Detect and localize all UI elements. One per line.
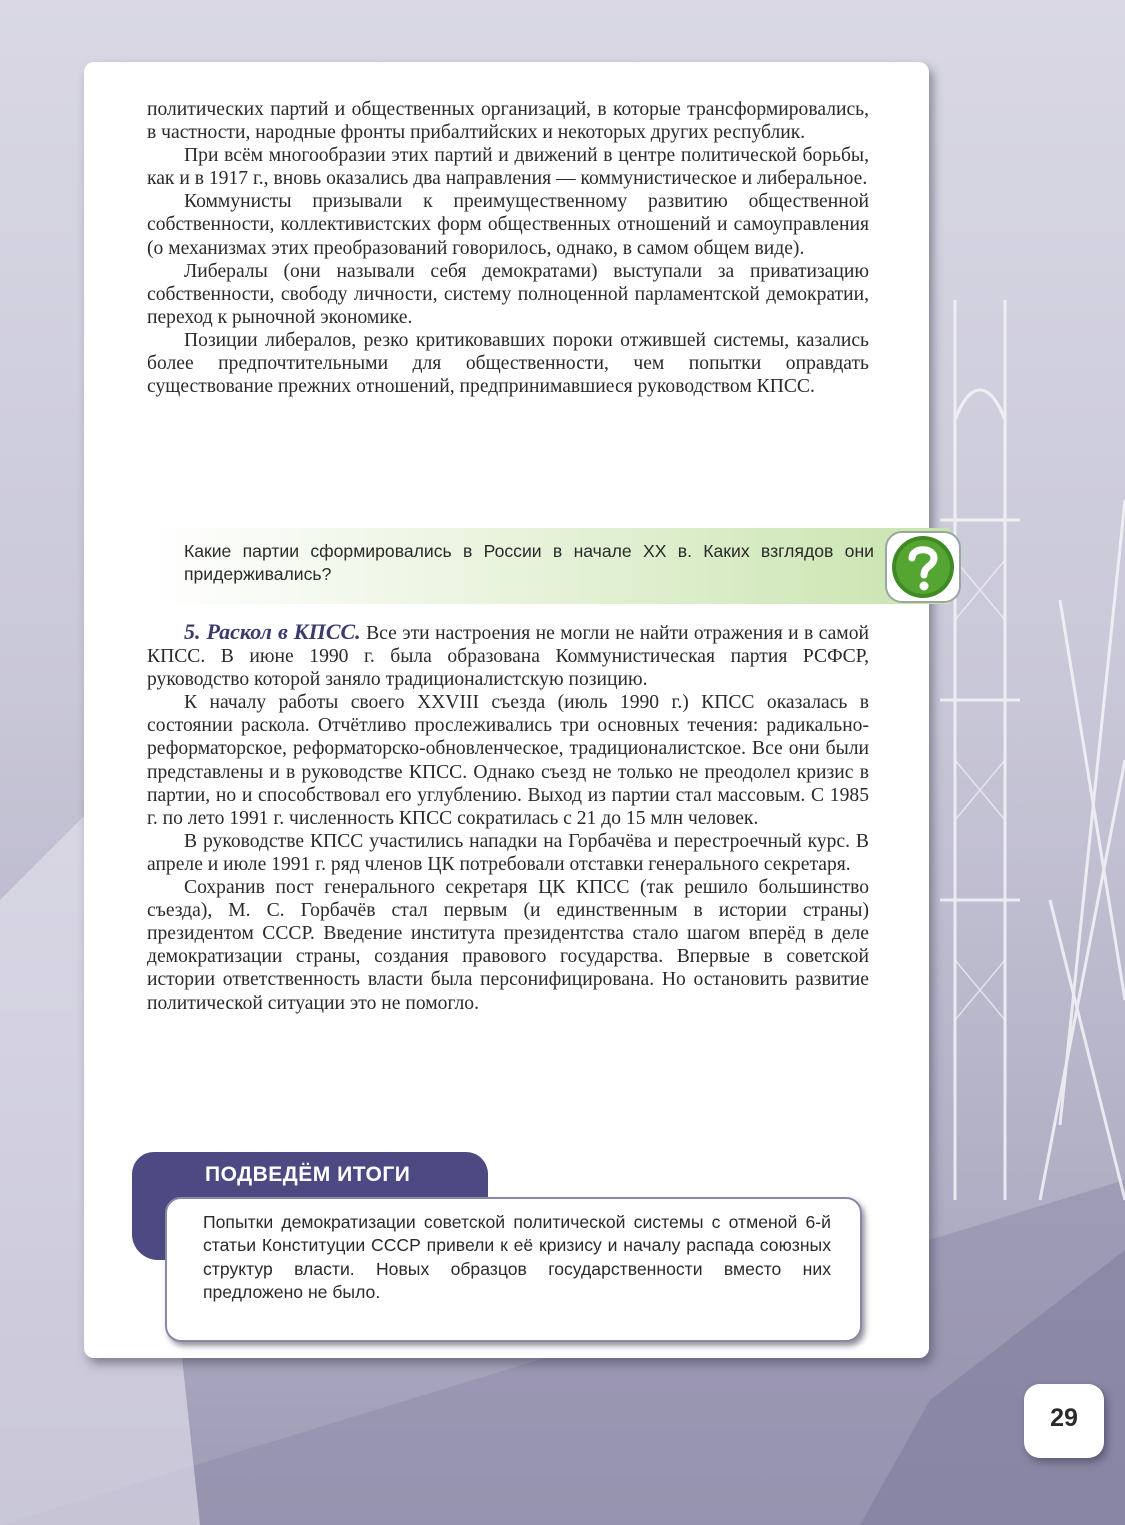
paragraph: К началу работы своего XXVIII съезда (июль 1990 г.) КПСС оказалась в состоянии раскола. Отчётливо прослеживались три основных течения: радикально-реформаторское, реформаторско-обновленческое, традиционалистское. Все они были представлены и в руководстве КПСС. Однако съезд не только не преодолел кризис в партии, но и способствовал его углублению. Выход из партии стал массовым. С 1985 г. по лето 1991 г. численность КПСС сократилась с 21 до 15 млн человек. <box>147 692 869 829</box>
paragraph: Либералы (они называли себя демократами) выступали за приватизацию собственности, свободу личности, систему полноценной парламентской демократии, переход к рыночной экономике. <box>147 260 869 328</box>
paragraph: В руководстве КПСС участились нападки на Горбачёва и перестроечный курс. В апреле и июле 1991 г. ряд членов ЦК потребовали отставки генерального секретаря. <box>147 830 869 875</box>
body-text <box>147 98 869 398</box>
paragraph: При всём многообразии этих партий и движений в центре политической борьбы, как и в 1917 г., вновь оказались два направления — коммунистическое и либеральное. <box>147 145 869 190</box>
paragraph: Коммунисты призывали к преимущественному развитию общественной собственности, коллективистских форм общественных отношений и самоуправления (о механизмах этих преобразований говорилось, однако, в самом общем виде). <box>147 191 869 259</box>
paragraph: Позиции либералов, резко критиковавших пороки отжившей системы, казались более предпочтительными для общественности, чем попытки оправдать существование прежних отношений, предпринимавшиеся руководством КПСС. <box>147 329 869 398</box>
question-text: Какие партии сформировались в России в начале XX в. Каких взглядов они придерживались? <box>184 541 874 584</box>
paragraph: политических партий и общественных организаций, в которые трансформировались, в частности, народные фронты прибалтийских и некоторых других республик. <box>147 99 869 144</box>
section-heading: 5. Раскол в КПСС. <box>184 619 361 644</box>
question-mark-icon <box>884 530 962 604</box>
summary-text: Попытки демократизации советской политической системы с отменой 6-й статьи Конституции СССР привели к её кризису и началу распада союзных структур власти. Новых образцов государственности вместо них предложено не было. <box>203 1212 831 1302</box>
section-5 <box>147 620 869 1015</box>
page-number: 29 <box>1050 1404 1078 1432</box>
section-lead: Все эти настроения не могли не найти отражения и в самой КПСС. В июне 1990 г. была образована Коммунистическая партия РСФСР, руководство которой заняло традиционалистскую позицию. <box>147 623 869 691</box>
summary-title: ПОДВЕДЁМ ИТОГИ <box>205 1163 411 1186</box>
section-lead-paragraph <box>147 620 869 691</box>
paragraph: Сохранив пост генерального секретаря ЦК КПСС (так решило большинство съезда), М. С. Горбачёв стал первым (и единственным в истории страны) президентом СССР. Введение института президентства стало шагом вперёд в деле демократизации страны, создания правового государства. Впервые в советской истории ответственность власти была персонифицирована. Но остановить развитие политической ситуации это не помогло. <box>147 877 869 1014</box>
